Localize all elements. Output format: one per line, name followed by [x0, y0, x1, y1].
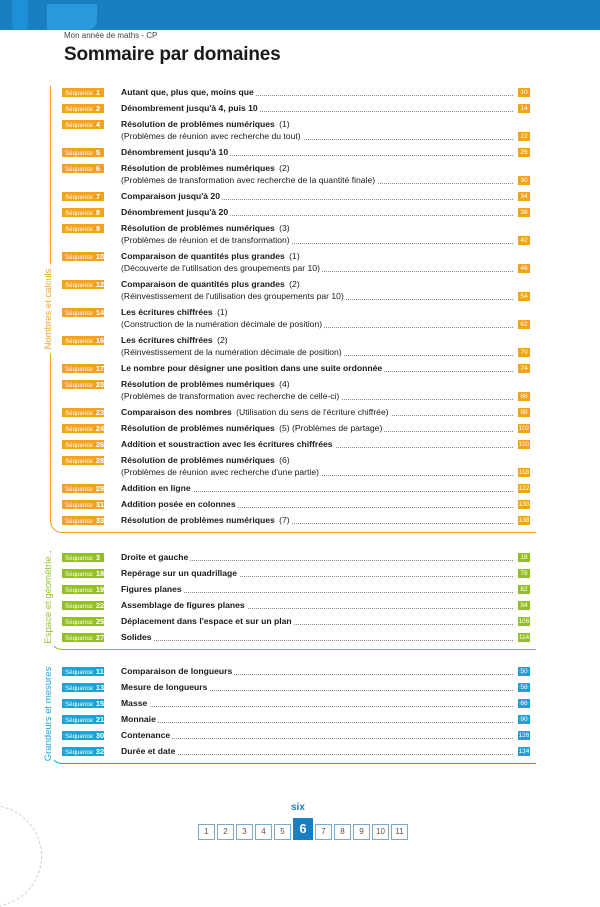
- sequence-number: 24: [95, 424, 105, 433]
- sequence-number: 32: [95, 747, 105, 756]
- entry-suffix: (7): [276, 515, 290, 525]
- sequence-number: 31: [95, 500, 105, 509]
- sequence-badge: [62, 192, 104, 201]
- sequence-word: Séquence: [65, 194, 93, 201]
- entry-title: Dénombrement jusqu'à 10: [121, 147, 229, 157]
- sequence-word: Séquence: [65, 166, 93, 173]
- entry-suffix: (3): [276, 223, 290, 233]
- sequence-word: Séquence: [65, 571, 93, 578]
- page-number-badge: 110: [518, 441, 530, 448]
- sequence-number: 1: [95, 88, 100, 97]
- entry-suffix: (2): [286, 279, 300, 289]
- sequence-word: Séquence: [65, 310, 93, 317]
- entry-title: Autant que, plus que, moins que: [121, 87, 254, 97]
- page-number-badge: 10: [518, 88, 530, 97]
- page-number-badge: 26: [518, 148, 530, 157]
- sequence-word: Séquence: [65, 338, 93, 345]
- sequence-badge: [62, 516, 104, 525]
- entry-suffix: (5) (Problèmes de partage): [276, 423, 383, 433]
- sequence-word: Séquence: [65, 587, 93, 594]
- entry-title: Les écritures chiffrées: [121, 335, 213, 345]
- sequence-number: 23: [95, 408, 105, 417]
- page-number-badge: 58: [518, 683, 530, 692]
- sequence-badge: [62, 336, 104, 345]
- sequence-word: Séquence: [65, 226, 93, 233]
- sequence-word: Séquence: [65, 603, 93, 610]
- page-link[interactable]: 3: [236, 824, 253, 840]
- sequence-number: 14: [95, 308, 105, 317]
- entry-title: Déplacement dans l'espace et sur un plan: [121, 616, 292, 626]
- sequence-number: 2: [95, 104, 100, 113]
- sequence-badge: [62, 148, 104, 157]
- corner-decoration: [47, 4, 97, 30]
- sequence-number: 19: [95, 585, 105, 594]
- entry-title: Masse: [121, 698, 148, 708]
- toc-entry[interactable]: [62, 250, 534, 278]
- entry-title: Figures planes: [121, 584, 182, 594]
- entry-title: Monnaie: [121, 714, 156, 724]
- toc-entry[interactable]: [62, 665, 534, 681]
- page-number-badge: 98: [518, 408, 530, 417]
- sequence-badge: [62, 164, 104, 173]
- entry-title: Résolution de problèmes numériques: [121, 379, 275, 389]
- entry-subtitle: (Réinvestissement de l'utilisation des groupements par 10): [121, 291, 344, 301]
- toc-entry[interactable]: [62, 162, 534, 190]
- sequence-badge: [62, 224, 104, 233]
- sequence-badge: [62, 120, 104, 129]
- sequence-number: 20: [95, 380, 105, 389]
- sequence-badge: [62, 440, 104, 449]
- entry-title: Addition posée en colonnes: [121, 499, 236, 509]
- sequence-number: 28: [95, 456, 105, 465]
- sequence-badge: [62, 456, 104, 465]
- entry-subtitle: (Réinvestissement de la numération décimale de position): [121, 347, 342, 357]
- sequence-badge: [62, 500, 104, 509]
- page-number-badge: 86: [518, 392, 530, 401]
- entry-title: Le nombre pour désigner une position dans une suite ordonnée: [121, 363, 383, 373]
- section-label: Nombres et calculs: [43, 265, 54, 354]
- page-link[interactable]: 1: [198, 824, 215, 840]
- entry-title: Repérage sur un quadrillage: [121, 568, 238, 578]
- sequence-number: 9: [95, 224, 100, 233]
- entry-subtitle: (Problèmes de réunion et de transformation): [121, 235, 290, 245]
- page-link[interactable]: 4: [255, 824, 272, 840]
- sequence-word: Séquence: [65, 282, 93, 289]
- page-number-badge: 106: [518, 618, 530, 625]
- section-label: Grandeurs et mesures: [43, 663, 54, 766]
- entry-suffix: (4): [276, 379, 290, 389]
- sequence-number: 21: [95, 715, 105, 724]
- page-number-badge: 130: [518, 501, 530, 508]
- sequence-badge: [62, 667, 104, 676]
- page-number-badge: 30: [518, 176, 530, 185]
- sequence-badge: [62, 308, 104, 317]
- toc-entry[interactable]: [62, 438, 534, 454]
- entry-title: Comparaison de longueurs: [121, 666, 233, 676]
- entry-title: Assemblage de figures planes: [121, 600, 245, 610]
- page-link[interactable]: 11: [391, 824, 408, 840]
- sequence-word: Séquence: [65, 210, 93, 217]
- entry-title: Mesure de longueurs: [121, 682, 208, 692]
- page-number-badge: 62: [518, 320, 530, 329]
- page-number-badge: 102: [518, 425, 530, 432]
- corner-circle-decoration: [0, 805, 42, 907]
- page-number-badge: 46: [518, 264, 530, 273]
- toc-entry[interactable]: [62, 599, 534, 615]
- entry-suffix: (Utilisation du sens de l'écriture chiffrée): [233, 407, 389, 417]
- entry-suffix: (6): [276, 455, 290, 465]
- sequence-number: 27: [95, 633, 105, 642]
- entry-suffix: (2): [214, 335, 228, 345]
- page-number-badge: 90: [518, 715, 530, 724]
- sequence-word: Séquence: [65, 502, 93, 509]
- entry-title: Résolution de problèmes numériques: [121, 515, 275, 525]
- sequence-number: 10: [95, 252, 105, 261]
- toc-entry[interactable]: [62, 697, 534, 713]
- toc-entry[interactable]: [62, 514, 534, 530]
- entry-title: Résolution de problèmes numériques: [121, 423, 275, 433]
- entry-suffix: (1): [276, 119, 290, 129]
- toc-entry[interactable]: [62, 681, 534, 697]
- sequence-badge: [62, 569, 104, 578]
- entry-subtitle: (Problèmes de réunion avec recherche d'une partie): [121, 467, 319, 477]
- entry-subtitle: (Problèmes de transformation avec recherche de celle-ci): [121, 391, 340, 401]
- sequence-word: Séquence: [65, 150, 93, 157]
- sequence-number: 30: [95, 731, 105, 740]
- sequence-word: Séquence: [65, 458, 93, 465]
- page-number-badge: 22: [518, 132, 530, 141]
- sequence-number: 17: [95, 364, 105, 373]
- sequence-word: Séquence: [65, 717, 93, 724]
- entry-title: Solides: [121, 632, 152, 642]
- entry-title: Droite et gauche: [121, 552, 189, 562]
- entry-suffix: (2): [276, 163, 290, 173]
- page-number-badge: 70: [518, 348, 530, 357]
- page-word: six: [291, 802, 305, 813]
- page-number-badge: 66: [518, 699, 530, 708]
- sequence-number: 33: [95, 516, 105, 525]
- sequence-word: Séquence: [65, 701, 93, 708]
- entry-title: Durée et date: [121, 746, 176, 756]
- page-link[interactable]: 10: [372, 824, 389, 840]
- entry-title: Les écritures chiffrées: [121, 307, 213, 317]
- entry-title: Addition en ligne: [121, 483, 191, 493]
- sequence-badge: [62, 484, 104, 493]
- page-title: Sommaire par domaines: [64, 44, 281, 65]
- sequence-word: Séquence: [65, 442, 93, 449]
- toc-entry[interactable]: [62, 406, 534, 422]
- toc-entry[interactable]: [62, 206, 534, 222]
- page-number-badge: 138: [518, 517, 530, 524]
- page-number-badge: 126: [518, 732, 530, 739]
- top-tab: [12, 0, 28, 30]
- book-title: Mon année de maths - CP: [64, 31, 158, 40]
- page-number-badge: 78: [518, 569, 530, 578]
- page-number-badge: 18: [518, 553, 530, 562]
- sequence-word: Séquence: [65, 619, 93, 626]
- page-number-badge: 54: [518, 292, 530, 301]
- page-number-badge: 82: [518, 585, 530, 594]
- sequence-badge: [62, 424, 104, 433]
- entry-title: Comparaison des nombres: [121, 407, 232, 417]
- sequence-number: 25: [95, 617, 105, 626]
- sequence-badge: [62, 252, 104, 261]
- sequence-badge: [62, 364, 104, 373]
- page-link[interactable]: 8: [334, 824, 351, 840]
- sequence-number: 22: [95, 601, 105, 610]
- entry-subtitle: (Construction de la numération décimale de position): [121, 319, 323, 329]
- toc-entry[interactable]: [62, 118, 534, 146]
- sequence-word: Séquence: [65, 382, 93, 389]
- toc-entry[interactable]: [62, 729, 534, 745]
- toc-entry[interactable]: [62, 482, 534, 498]
- entry-subtitle: (Problèmes de réunion avec recherche du tout): [121, 131, 301, 141]
- sequence-number: 11: [95, 667, 104, 676]
- toc-entry[interactable]: [62, 422, 534, 438]
- page-number-badge: 14: [518, 104, 530, 113]
- page-number-badge: 38: [518, 208, 530, 217]
- sequence-badge: [62, 617, 104, 626]
- page-link[interactable]: 7: [315, 824, 332, 840]
- page-number-badge: 42: [518, 236, 530, 245]
- sequence-word: Séquence: [65, 366, 93, 373]
- toc-entry[interactable]: [62, 146, 534, 162]
- sequence-word: Séquence: [65, 669, 93, 676]
- sequence-number: 13: [95, 683, 105, 692]
- sequence-word: Séquence: [65, 254, 93, 261]
- entry-suffix: (1): [286, 251, 300, 261]
- sequence-number: 6: [95, 164, 100, 173]
- sequence-number: 26: [95, 440, 105, 449]
- toc-entry[interactable]: [62, 278, 534, 306]
- sequence-badge: [62, 208, 104, 217]
- toc-entry[interactable]: [62, 583, 534, 599]
- toc-entry[interactable]: [62, 362, 534, 378]
- entry-title: Résolution de problèmes numériques: [121, 163, 275, 173]
- toc-entry[interactable]: [62, 615, 534, 631]
- sequence-badge: [62, 633, 104, 642]
- sequence-number: 18: [95, 569, 105, 578]
- page-number-badge: 118: [518, 469, 530, 476]
- page-number-badge: 74: [518, 364, 530, 373]
- sequence-word: Séquence: [65, 685, 93, 692]
- page-link[interactable]: 2: [217, 824, 234, 840]
- toc-entry[interactable]: [62, 222, 534, 250]
- sequence-word: Séquence: [65, 410, 93, 417]
- sequence-number: 16: [95, 336, 105, 345]
- sequence-badge: [62, 104, 104, 113]
- toc-entry[interactable]: [62, 306, 534, 334]
- toc-entry[interactable]: [62, 102, 534, 118]
- sequence-word: Séquence: [65, 635, 93, 642]
- entry-title: Comparaison de quantités plus grandes: [121, 279, 285, 289]
- sequence-number: 7: [95, 192, 100, 201]
- toc-entry[interactable]: [62, 631, 534, 647]
- sequence-number: 3: [95, 553, 100, 562]
- sequence-badge: [62, 88, 104, 97]
- current-page-box: 6: [293, 818, 313, 840]
- sequence-badge: [62, 731, 104, 740]
- page-navigator: [198, 818, 410, 840]
- sequence-word: Séquence: [65, 106, 93, 113]
- sequence-badge: [62, 380, 104, 389]
- sequence-word: Séquence: [65, 518, 93, 525]
- sequence-number: 8: [95, 208, 100, 217]
- sequence-number: 4: [95, 120, 100, 129]
- sequence-badge: [62, 715, 104, 724]
- entry-title: Comparaison de quantités plus grandes: [121, 251, 285, 261]
- sequence-word: Séquence: [65, 122, 93, 129]
- toc-entry[interactable]: [62, 745, 534, 761]
- page-link[interactable]: 9: [353, 824, 370, 840]
- entry-title: Addition et soustraction avec les écritures chiffrées: [121, 439, 333, 449]
- page-number-badge: 94: [518, 601, 530, 610]
- entry-title: Dénombrement jusqu'à 20: [121, 207, 229, 217]
- sequence-badge: [62, 408, 104, 417]
- toc-entry[interactable]: [62, 190, 534, 206]
- sequence-number: 12: [95, 280, 105, 289]
- entry-title: Dénombrement jusqu'à 4, puis 10: [121, 103, 258, 113]
- toc-entry[interactable]: [62, 86, 534, 102]
- page-number-badge: 50: [518, 667, 530, 676]
- toc-entry[interactable]: [62, 334, 534, 362]
- entry-title: Résolution de problèmes numériques: [121, 119, 275, 129]
- entry-title: Comparaison jusqu'à 20: [121, 191, 220, 201]
- sequence-badge: [62, 699, 104, 708]
- entry-title: Résolution de problèmes numériques: [121, 455, 275, 465]
- sequence-badge: [62, 683, 104, 692]
- sequence-number: 29: [95, 484, 105, 493]
- toc-entry[interactable]: [62, 567, 534, 583]
- page-number-badge: 134: [518, 748, 530, 755]
- page-number-badge: 122: [518, 485, 530, 492]
- toc-entry[interactable]: [62, 551, 534, 567]
- sequence-word: Séquence: [65, 90, 93, 97]
- sequence-word: Séquence: [65, 555, 93, 562]
- entry-subtitle: (Découverte de l'utilisation des groupements par 10): [121, 263, 320, 273]
- sequence-word: Séquence: [65, 426, 93, 433]
- sequence-badge: [62, 585, 104, 594]
- sequence-badge: [62, 747, 104, 756]
- sequence-badge: [62, 553, 104, 562]
- section-label: Espace et géométrie: [43, 552, 54, 647]
- sequence-word: Séquence: [65, 733, 93, 740]
- toc-entry[interactable]: [62, 378, 534, 406]
- toc-entry[interactable]: [62, 498, 534, 514]
- page-link[interactable]: 5: [274, 824, 291, 840]
- page-number-badge: 34: [518, 192, 530, 201]
- entry-title: Contenance: [121, 730, 171, 740]
- entry-subtitle: (Problèmes de transformation avec recherche de la quantité finale): [121, 175, 376, 185]
- sequence-word: Séquence: [65, 749, 93, 756]
- sequence-number: 15: [95, 699, 105, 708]
- entry-title: Résolution de problèmes numériques: [121, 223, 275, 233]
- sequence-badge: [62, 280, 104, 289]
- page-number-badge: 114: [518, 634, 530, 641]
- sequence-word: Séquence: [65, 486, 93, 493]
- sequence-badge: [62, 601, 104, 610]
- sequence-number: 5: [95, 148, 100, 157]
- toc-entry[interactable]: [62, 454, 534, 482]
- entry-suffix: (1): [214, 307, 228, 317]
- toc-entry[interactable]: [62, 713, 534, 729]
